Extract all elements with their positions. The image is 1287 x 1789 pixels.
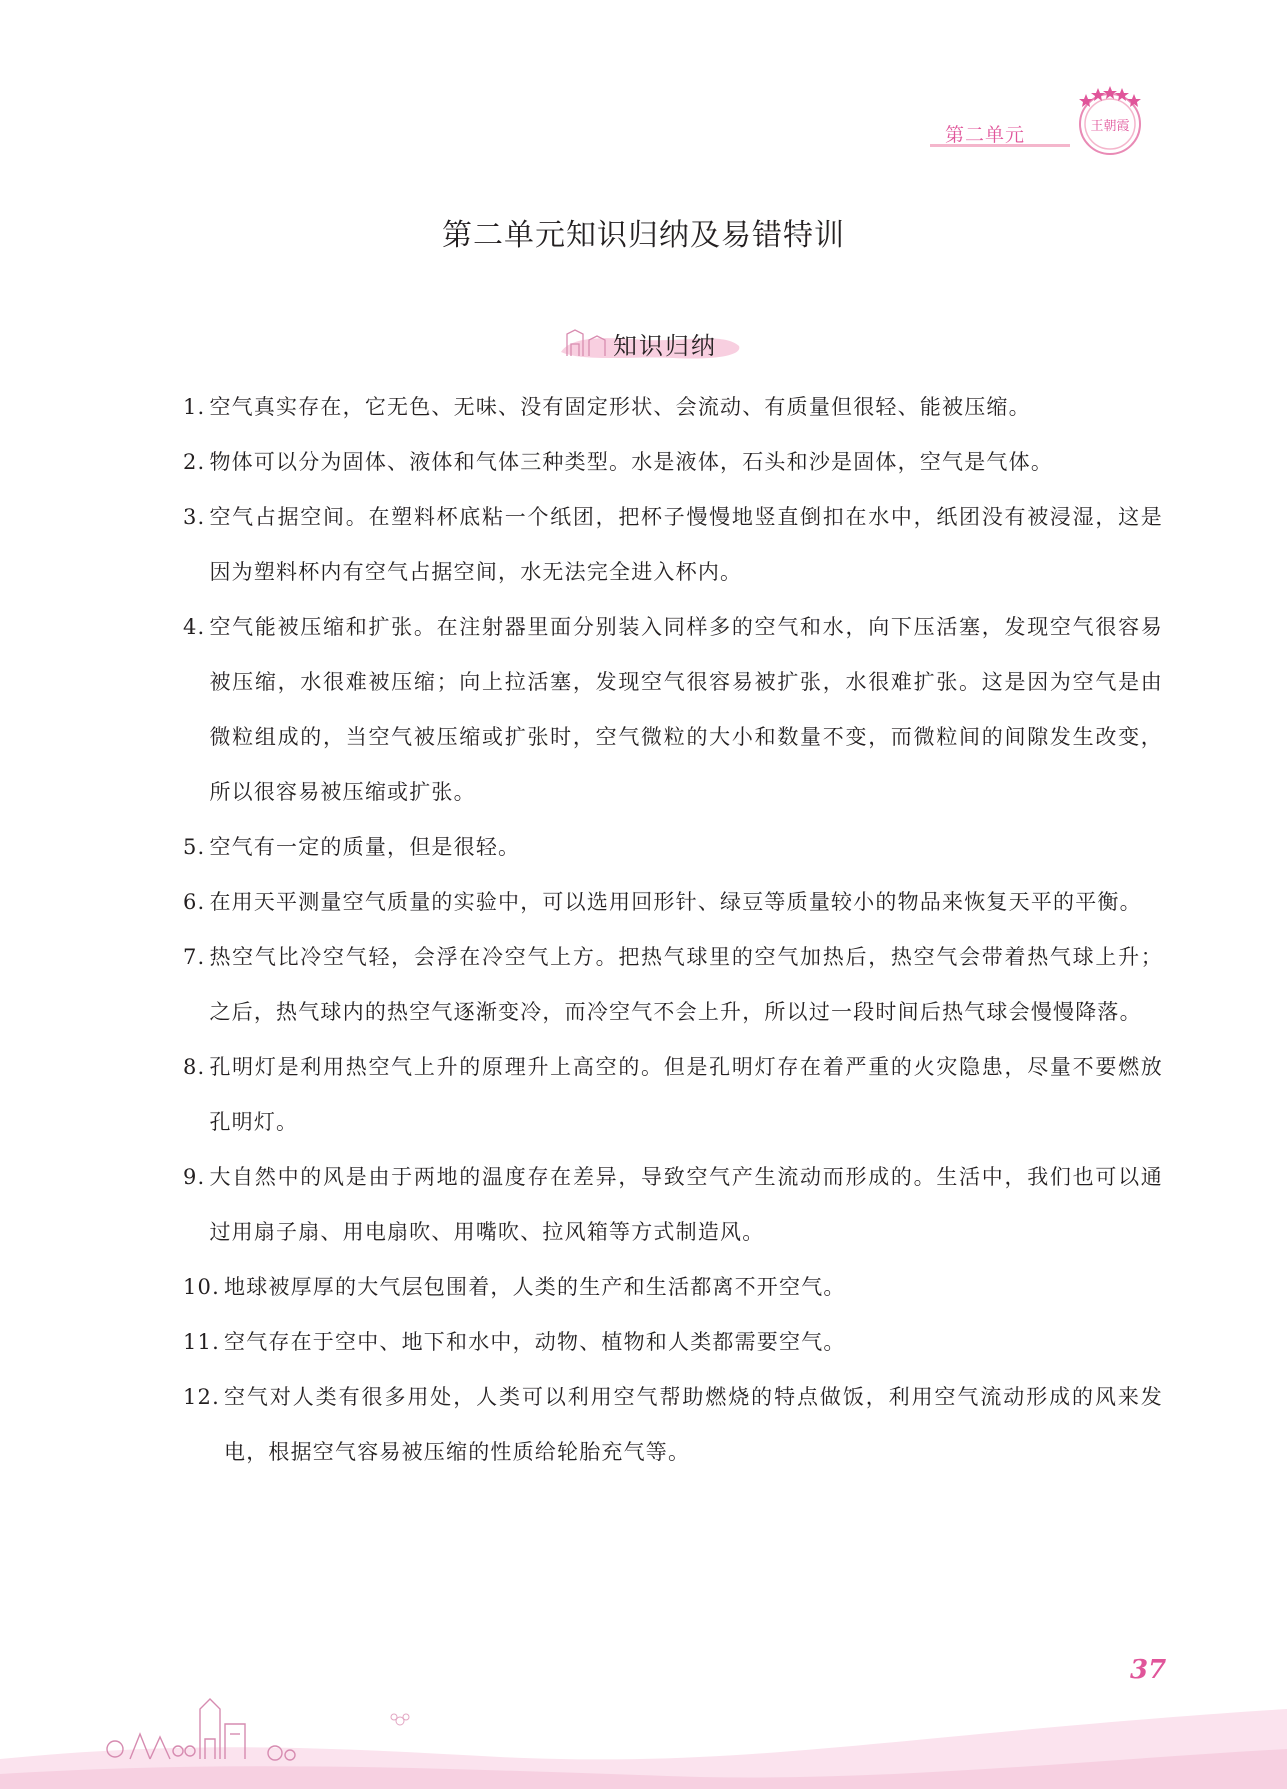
section-heading — [553, 318, 753, 366]
unit-label: 第二单元 — [945, 124, 1026, 146]
list-item — [183, 600, 1163, 820]
list-item — [183, 1150, 1163, 1260]
list-item-text: 空气能被压缩和扩张。在注射器里面分别装入同样多的空气和水，向下压活塞，发现空气很容易被压缩，水很难被压缩；向上拉活塞，发现空气很容易被扩张，水很难扩张。这是因为空气是由微粒组成的，当空气被压缩或扩张时，空气微粒的大小和数量不变，而微粒间的间隙发生改变，所以很容易被压缩或扩张。 — [209, 615, 1163, 804]
list-item-text: 地球被厚厚的大气层包围着，人类的生产和生活都离不开空气。 — [224, 1275, 846, 1299]
list-item-number: 11. — [183, 1330, 220, 1354]
list-item-number: 5. — [183, 835, 206, 859]
list-item-text: 空气占据空间。在塑料杯底粘一个纸团，把杯子慢慢地竖直倒扣在水中，纸团没有被浸湿，这是因为塑料杯内有空气占据空间，水无法完全进入杯内。 — [209, 505, 1163, 584]
badge-text: 王朝霞 — [1090, 119, 1130, 134]
unit-tab — [930, 120, 1070, 147]
list-item — [183, 1260, 1163, 1315]
section-heading-label: 知识归纳 — [613, 332, 717, 360]
list-item — [183, 930, 1163, 1040]
list-item-number: 10. — [183, 1275, 220, 1299]
publisher-badge-logo — [1072, 82, 1148, 158]
list-item-text: 在用天平测量空气质量的实验中，可以选用回形针、绿豆等质量较小的物品来恢复天平的平衡。 — [209, 890, 1142, 914]
list-item — [183, 875, 1163, 930]
list-item — [183, 435, 1163, 490]
list-item-number: 8. — [183, 1055, 206, 1079]
list-item — [183, 1040, 1163, 1150]
list-item-text: 大自然中的风是由于两地的温度存在差异，导致空气产生流动而形成的。生活中，我们也可以通过用扇子扇、用电扇吹、用嘴吹、拉风箱等方式制造风。 — [209, 1165, 1163, 1244]
list-item-number: 12. — [183, 1385, 220, 1409]
list-item-text: 空气对人类有很多用处，人类可以利用空气帮助燃烧的特点做饭，利用空气流动形成的风来发电，根据空气容易被压缩的性质给轮胎充气等。 — [224, 1385, 1163, 1464]
list-item-number: 6. — [183, 890, 206, 914]
list-item — [183, 1370, 1163, 1480]
page-number: 37 — [1130, 1655, 1167, 1685]
page-title: 第二单元知识归纳及易错特训 — [442, 218, 845, 253]
list-item — [183, 1315, 1163, 1370]
list-item-number: 7. — [183, 945, 206, 969]
flower-icon — [391, 1714, 409, 1725]
list-item-number: 1. — [183, 395, 206, 419]
list-item-number: 2. — [183, 450, 206, 474]
list-item — [183, 380, 1163, 435]
list-item-number: 4. — [183, 615, 206, 639]
list-item — [183, 490, 1163, 600]
list-item — [183, 820, 1163, 875]
list-item-number: 3. — [183, 505, 206, 529]
footer-decoration — [0, 1639, 1287, 1789]
list-item-text: 空气有一定的质量，但是很轻。 — [209, 835, 521, 859]
list-item-text: 空气存在于空中、地下和水中，动物、植物和人类都需要空气。 — [224, 1330, 846, 1354]
list-item-text: 孔明灯是利用热空气上升的原理升上高空的。但是孔明灯存在着严重的火灾隐患，尽量不要燃放孔明灯。 — [209, 1055, 1163, 1134]
knowledge-list — [183, 380, 1163, 1480]
list-item-text: 物体可以分为固体、液体和气体三种类型。水是液体，石头和沙是固体，空气是气体。 — [209, 450, 1054, 474]
list-item-text: 空气真实存在，它无色、无味、没有固定形状、会流动、有质量但很轻、能被压缩。 — [209, 395, 1031, 419]
list-item-number: 9. — [183, 1165, 206, 1189]
list-item-text: 热空气比冷空气轻，会浮在冷空气上方。把热气球里的空气加热后，热空气会带着热气球上升；之后，热气球内的热空气逐渐变冷，而冷空气不会上升，所以过一段时间后热气球会慢慢降落。 — [209, 945, 1163, 1024]
